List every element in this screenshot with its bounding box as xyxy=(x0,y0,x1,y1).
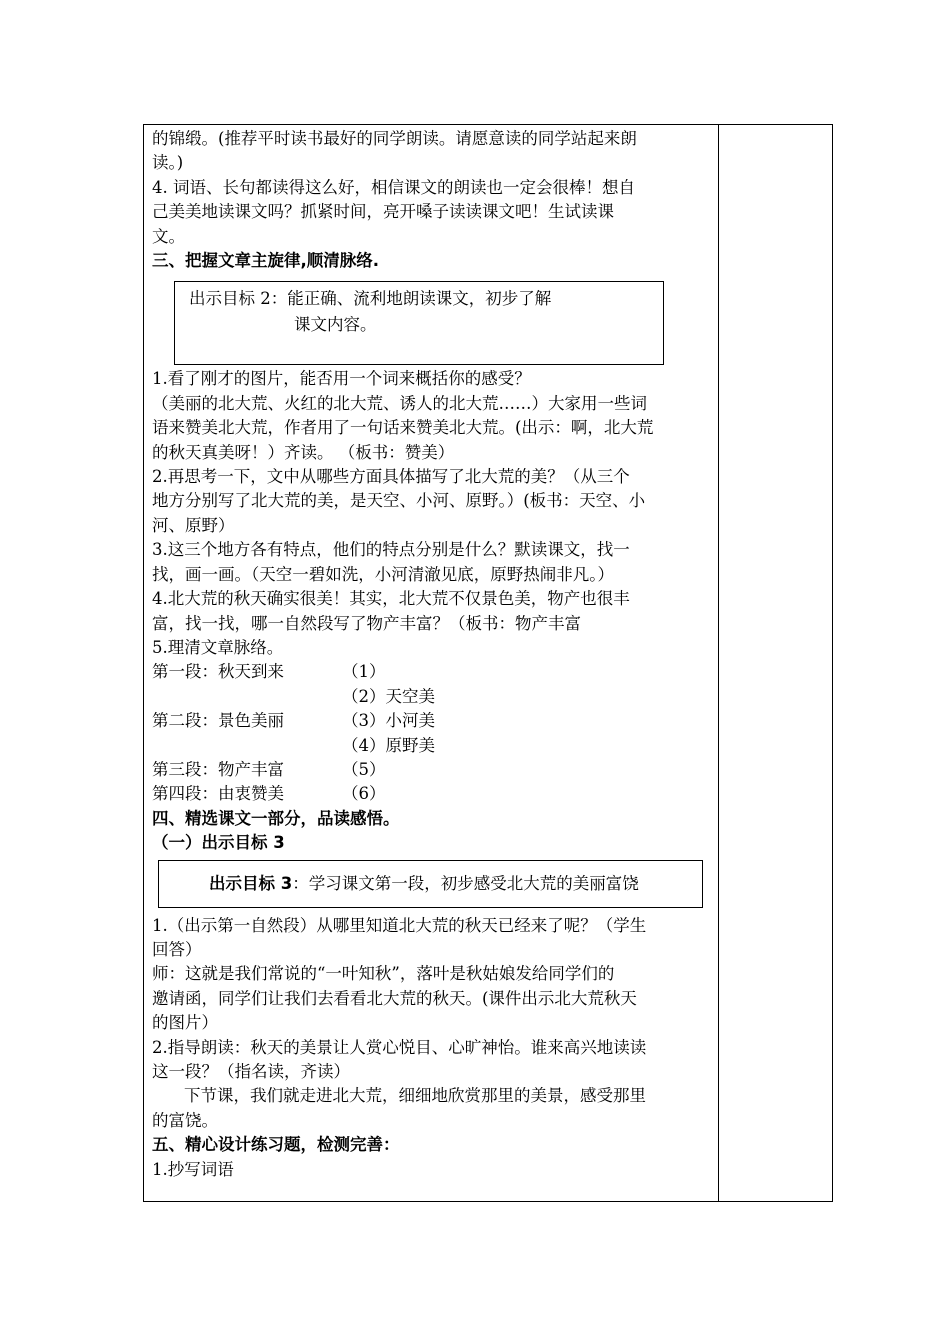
goal3-text: ：学习课文第一段，初步感受北大荒的美丽富饶 xyxy=(292,873,639,893)
text-line: 找，画一画。（天空一碧如洗，小河清澈见底，原野热闹非凡。） xyxy=(152,564,614,584)
text-line: 富，找一找，哪一自然段写了物产丰富？（板书：物产丰富 xyxy=(152,613,581,633)
text-line: 文。 xyxy=(152,226,185,246)
outline-row xyxy=(152,660,714,684)
text-line: 4. 词语、长句都读得这么好，相信课文的朗读也一定会很棒！想自 xyxy=(152,177,635,197)
text-line: 回答） xyxy=(152,939,202,959)
goal2-line2: 课文内容。 xyxy=(294,315,377,335)
goal2-box xyxy=(174,281,664,365)
section3-heading: 三、把握文章主旋律,顺清脉络. xyxy=(152,251,380,271)
text-line: 河、原野） xyxy=(152,515,235,535)
section5-heading: 五、精心设计练习题，检测完善： xyxy=(152,1135,400,1155)
outline-row xyxy=(152,734,714,758)
text-line: 4.北大荒的秋天确实很美！其实，北大荒不仅景色美，物产也很丰 xyxy=(152,589,630,609)
text-line: 5.理清文章脉络。 xyxy=(152,637,284,657)
text-line: 地方分别写了北大荒的美，是天空、小河、原野。）(板书：天空、小 xyxy=(152,491,646,511)
outline-item: （2）天空美 xyxy=(342,686,435,706)
outline-row xyxy=(152,685,714,709)
outline-row xyxy=(152,782,714,806)
text-line: 邀请函，同学们让我们去看看北大荒的秋天。(课件出示北大荒秋天 xyxy=(152,988,637,1008)
outline-label: 第三段：物产丰富 xyxy=(152,759,284,779)
text-line: 1.（出示第一自然段）从哪里知道北大荒的秋天已经来了呢？（学生 xyxy=(152,915,647,935)
outline-row xyxy=(152,758,714,782)
section4-subheading: （一）出示目标 3 xyxy=(152,833,285,853)
goal2-line1: 出示目标 2：能正确、流利地朗读课文，初步了解 xyxy=(189,289,552,309)
text-line: 的秋天真美呀！）齐读。 （板书：赞美） xyxy=(152,442,455,462)
outline-item: （3）小河美 xyxy=(342,711,435,731)
column-divider xyxy=(718,125,719,1201)
text-line: 师：这就是我们常说的“一叶知秋”，落叶是秋姑娘发给同学们的 xyxy=(152,964,615,984)
goal3-label: 出示目标 3 xyxy=(209,873,293,893)
outline-label: 第一段：秋天到来 xyxy=(152,662,284,682)
outline-label: 第二段：景色美丽 xyxy=(152,711,284,731)
outline-label xyxy=(152,685,342,709)
text-line: 2.指导朗读：秋天的美景让人赏心悦目、心旷神怡。谁来高兴地读读 xyxy=(152,1037,647,1057)
text-line: 下节课，我们就走进北大荒，细细地欣赏那里的美景，感受那里 xyxy=(184,1086,646,1106)
outline-item: （4）原野美 xyxy=(342,735,435,755)
lesson-table xyxy=(143,124,833,1202)
section4-heading: 四、精选课文一部分，品读感悟。 xyxy=(152,808,400,828)
text-line: 的图片） xyxy=(152,1013,218,1033)
outline-label xyxy=(152,734,342,758)
text-line: 2.再思考一下，文中从哪些方面具体描写了北大荒的美？（从三个 xyxy=(152,467,630,487)
outline-row xyxy=(152,709,714,733)
text-line: 的富饶。 xyxy=(152,1110,218,1130)
outline-item: （6） xyxy=(342,784,386,804)
text-line: 这一段？（指名读，齐读） xyxy=(152,1062,350,1081)
text-line: 1.抄写词语 xyxy=(152,1159,234,1179)
outline-item: （5） xyxy=(342,759,386,779)
lesson-content xyxy=(152,127,714,1182)
text-line: 读。) xyxy=(152,153,184,173)
outline-item: （1） xyxy=(342,662,386,682)
text-line: 3.这三个地方各有特点，他们的特点分别是什么？默读课文，找一 xyxy=(152,540,630,560)
text-line: 的锦缎。(推荐平时读书最好的同学朗读。请愿意读的同学站起来朗 xyxy=(152,129,637,148)
text-line: 1.看了刚才的图片，能否用一个词来概括你的感受？ xyxy=(152,369,531,389)
text-line: （美丽的北大荒、火红的北大荒、诱人的北大荒……）大家用一些词 xyxy=(152,393,647,413)
goal3-box xyxy=(158,860,703,908)
text-line: 己美美地读课文吗？抓紧时间，亮开嗓子读读课文吧！生试读课 xyxy=(152,202,614,222)
outline-label: 第四段：由衷赞美 xyxy=(152,784,284,804)
text-line: 语来赞美北大荒，作者用了一句话来赞美北大荒。(出示：啊，北大荒 xyxy=(152,418,654,438)
